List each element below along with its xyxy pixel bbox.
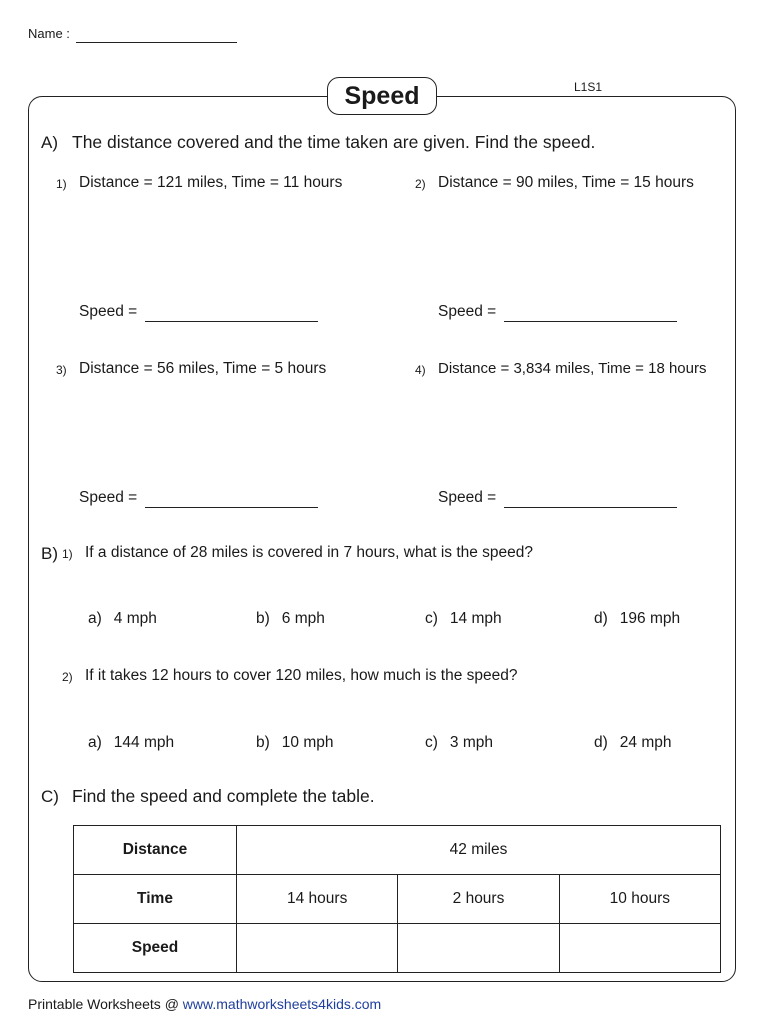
time-value: 14 hours — [237, 875, 398, 924]
question-text: Distance = 90 miles, Time = 15 hours — [438, 174, 694, 191]
speed-label: Speed = — [79, 303, 138, 320]
question-text: If it takes 12 hours to cover 120 miles, how much is the speed? — [85, 667, 518, 684]
question-text: Distance = 56 miles, Time = 5 hours — [79, 360, 327, 377]
question-number: 1) — [62, 547, 73, 561]
footer-link[interactable]: www.mathworksheets4kids.com — [182, 996, 382, 1012]
question-text: If a distance of 28 miles is covered in 7 hours, what is the speed? — [85, 544, 534, 561]
option-letter: b) — [256, 610, 270, 627]
speed-answer-cell[interactable] — [398, 924, 559, 973]
question-number: 1) — [56, 177, 67, 191]
option-b[interactable] — [256, 610, 325, 628]
option-letter: b) — [256, 734, 270, 751]
option-value: 4 mph — [113, 610, 157, 627]
option-letter: c) — [425, 610, 438, 627]
option-value: 24 mph — [619, 734, 672, 751]
question-number: 4) — [415, 363, 426, 377]
option-value: 3 mph — [449, 734, 494, 751]
table-row — [74, 924, 721, 973]
time-value: 2 hours — [398, 875, 559, 924]
speed-label: Speed = — [79, 489, 138, 506]
question-number: 3) — [56, 363, 67, 377]
question-text: Distance = 121 miles, Time = 11 hours — [79, 174, 343, 191]
name-label: Name : — [28, 26, 70, 41]
section-b-letter: B) — [41, 544, 58, 563]
speed-table — [73, 825, 721, 973]
speed-answer-line[interactable] — [145, 507, 318, 508]
speed-answer-line[interactable] — [145, 321, 318, 322]
speed-answer-line[interactable] — [504, 507, 677, 508]
table-row — [74, 875, 721, 924]
option-value: 14 mph — [449, 610, 502, 627]
speed-answer-cell[interactable] — [237, 924, 398, 973]
option-c[interactable] — [425, 610, 502, 628]
option-b[interactable] — [256, 734, 334, 752]
option-value: 10 mph — [281, 734, 334, 751]
time-value: 10 hours — [559, 875, 720, 924]
footer — [28, 996, 381, 1012]
option-value: 196 mph — [619, 610, 681, 627]
option-a[interactable] — [88, 734, 174, 752]
option-a[interactable] — [88, 610, 157, 628]
option-letter: a) — [88, 734, 102, 751]
distance-value: 42 miles — [237, 826, 721, 875]
option-letter: c) — [425, 734, 438, 751]
time-header: Time — [74, 875, 237, 924]
question-number: 2) — [415, 177, 426, 191]
option-value: 144 mph — [113, 734, 175, 751]
distance-header: Distance — [74, 826, 237, 875]
speed-label: Speed = — [438, 489, 497, 506]
speed-header: Speed — [74, 924, 237, 973]
speed-label: Speed = — [438, 303, 497, 320]
option-value: 6 mph — [281, 610, 325, 627]
option-letter: d) — [594, 734, 608, 751]
speed-answer-cell[interactable] — [559, 924, 720, 973]
name-answer-line[interactable] — [76, 42, 237, 43]
table-row — [74, 826, 721, 875]
section-c-instruction: Find the speed and complete the table. — [72, 786, 375, 806]
footer-prefix: Printable Worksheets @ — [28, 996, 183, 1012]
option-d[interactable] — [594, 610, 680, 628]
worksheet-code: L1S1 — [574, 80, 603, 94]
question-number: 2) — [62, 670, 73, 684]
section-a-instruction: The distance covered and the time taken are given. Find the speed. — [72, 132, 596, 152]
speed-answer-line[interactable] — [504, 321, 677, 322]
option-c[interactable] — [425, 734, 493, 752]
page-title: Speed — [327, 77, 437, 115]
option-letter: a) — [88, 610, 102, 627]
section-a-letter: A) — [41, 133, 58, 152]
option-letter: d) — [594, 610, 608, 627]
section-c-letter: C) — [41, 787, 59, 806]
option-d[interactable] — [594, 734, 672, 752]
question-text: Distance = 3,834 miles, Time = 18 hours — [438, 360, 707, 377]
